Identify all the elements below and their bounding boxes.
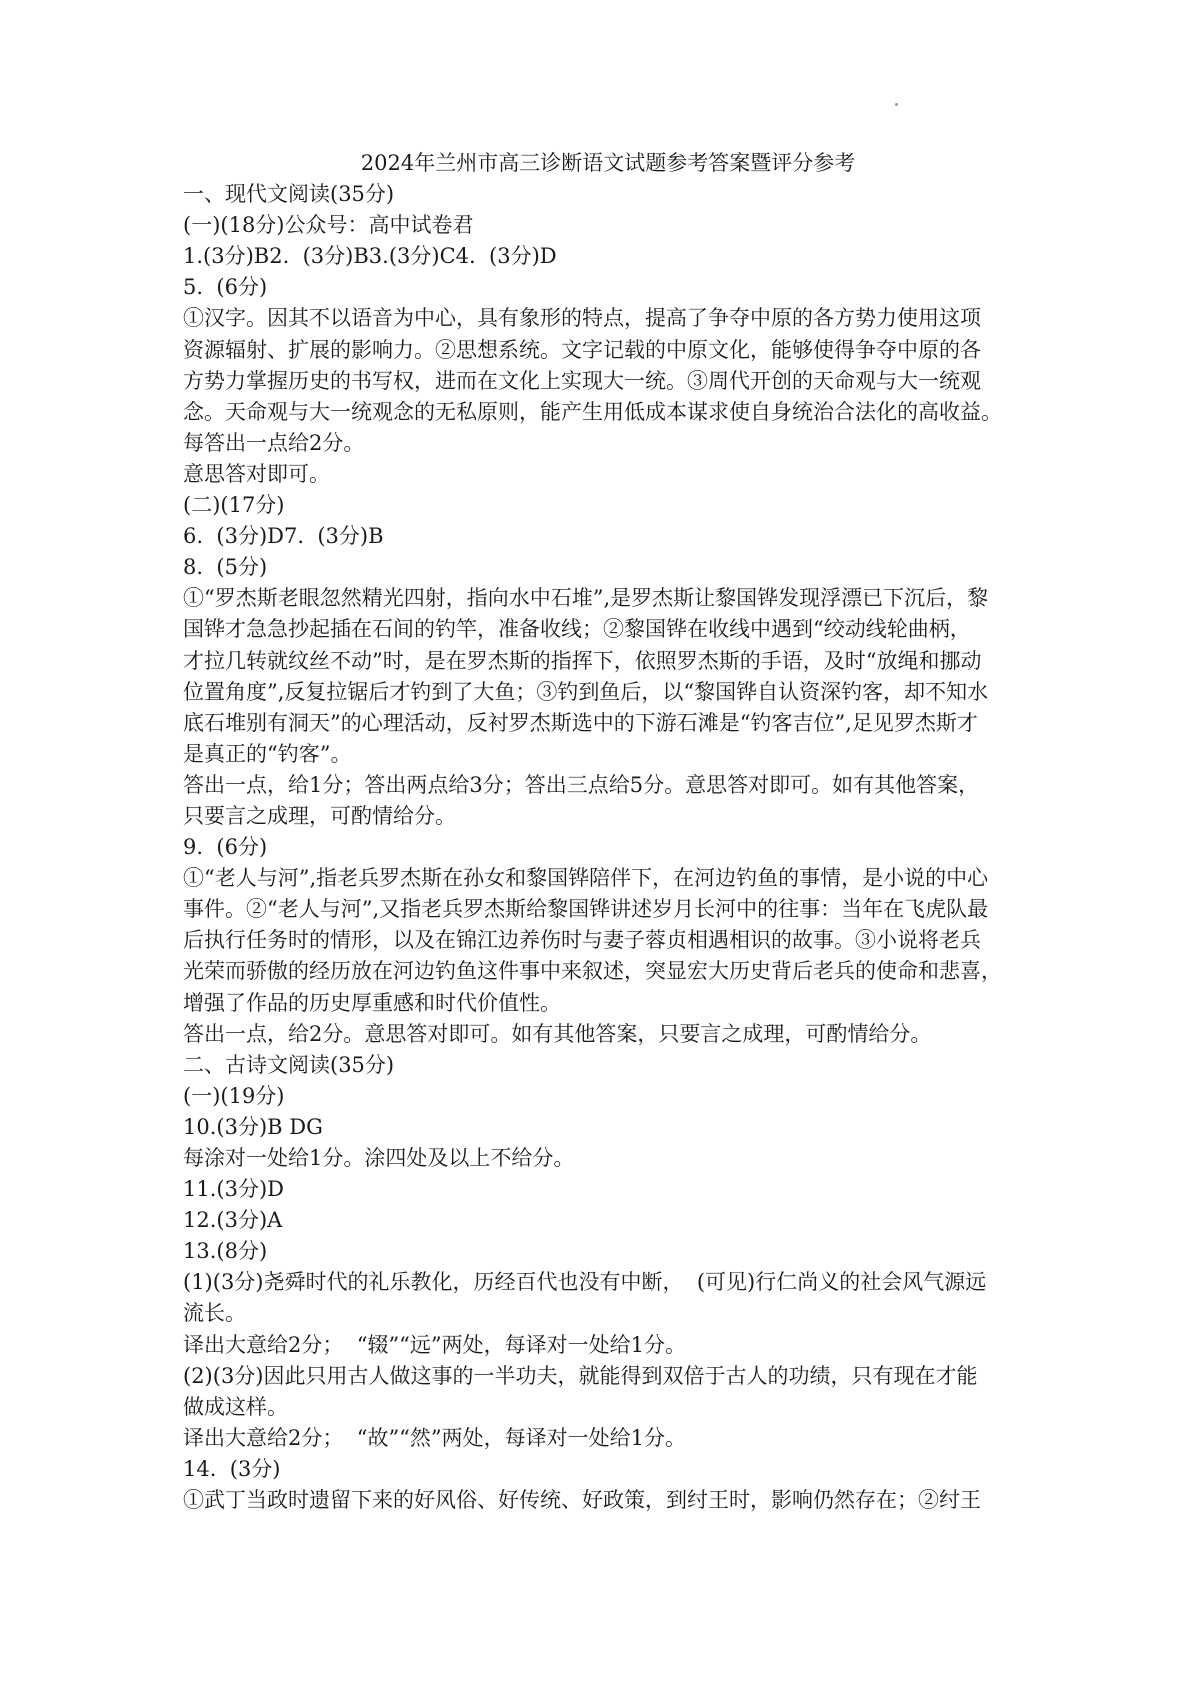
text-line: 12.(3分)A (183, 1208, 283, 1233)
text-line: 6. (3分)D7. (3分)B (183, 524, 384, 549)
text-line: 只要言之成理，可酌情给分。 (183, 803, 456, 828)
text-line: 11.(3分)D (183, 1177, 284, 1202)
text-line: 国铧才急急抄起插在石间的钓竿，准备收线；②黎国铧在收线中遇到“绞动线轮曲柄， (183, 617, 971, 642)
text-line: 念。天命观与大一统观念的无私原则，能产生用低成本谋求使自身统治合法化的高收益。 (183, 399, 1002, 424)
text-line: ①“罗杰斯老眼忽然精光四射，指向水中石堆”,是罗杰斯让黎国铧发现浮漂已下沉后，黎 (183, 586, 989, 611)
text-line: 底石堆别有洞天”的心理活动，反衬罗杰斯选中的下游石滩是“钓客吉位”,足见罗杰斯才 (183, 710, 978, 735)
text-line: 9. (6分) (183, 835, 268, 860)
text-line: 每答出一点给2分。 (183, 430, 365, 455)
text-line: (2)(3分)因此只用古人做这事的一半功夫，就能得到双倍于古人的功绩，只有现在才能 (183, 1363, 978, 1388)
text-line: 1.(3分)B2. (3分)B3.(3分)C4. (3分)D (183, 244, 557, 269)
text-line: 译出大意给2分； “故”“然”两处，每译对一处给1分。 (183, 1425, 687, 1450)
text-line: 事件。②“老人与河”,又指老兵罗杰斯给黎国铧讲述岁月长河中的往事：当年在飞虎队最 (183, 897, 989, 922)
document-title: 2024年兰州市高三诊断语文试题参考答案暨评分参考 (360, 151, 856, 175)
text-line: 意思答对即可。 (183, 461, 330, 486)
text-line: 位置角度”,反复拉锯后才钓到了大鱼；③钓到鱼后，以“黎国铧自认资深钓客，却不知水 (183, 679, 989, 704)
text-line: 10.(3分)B DG (183, 1114, 323, 1139)
text-line: (一)(18分)公众号：高中试卷君 (183, 213, 474, 238)
text-line: 做成这样。 (183, 1394, 288, 1419)
text-line: 二、古诗文阅读(35分) (183, 1052, 395, 1077)
text-line: 才拉几转就纹丝不动”时，是在罗杰斯的指挥下，依照罗杰斯的手语，及时“放绳和挪动 (183, 648, 982, 673)
text-line: ①“老人与河”,指老兵罗杰斯在孙女和黎国铧陪伴下，在河边钓鱼的事情，是小说的中心 (183, 866, 989, 891)
text-line: 每涂对一处给1分。涂四处及以上不给分。 (183, 1146, 575, 1170)
text-line: 5. (6分) (183, 275, 268, 300)
document-body (183, 179, 1033, 1516)
text-line: ①汉字。因其不以语音为中心，具有象形的特点，提高了争夺中原的各方势力使用这项 (183, 306, 981, 331)
text-line: 译出大意给2分； “辍”“远”两处，每译对一处给1分。 (183, 1332, 687, 1357)
text-line: 答出一点，给2分。意思答对即可。如有其他答案，只要言之成理，可酌情给分。 (183, 1021, 932, 1046)
answer-key-document (183, 148, 1033, 1516)
text-line: ①武丁当政时遗留下来的好风俗、好传统、好政策，到纣王时，影响仍然存在；②纣王 (183, 1488, 981, 1513)
text-line: 后执行任务时的情形，以及在锦江边养伤时与妻子蓉贞相遇相识的故事。③小说将老兵 (183, 928, 981, 953)
text-line: 14. (3分) (183, 1456, 281, 1481)
text-line: 一、现代文阅读(35分) (183, 182, 395, 207)
text-line: (1)(3分)尧舜时代的礼乐教化，历经百代也没有中断， (可见)行仁尚义的社会风气源远 (183, 1270, 987, 1295)
text-line: 13.(8分) (183, 1239, 268, 1264)
text-line: (二)(17分) (183, 493, 285, 518)
text-line: 资源辐射、扩展的影响力。②思想系统。文字记载的中原文化，能够使得争夺中原的各 (183, 337, 981, 362)
text-line: 方势力掌握历史的书写权，进而在文化上实现大一统。③周代开创的天命观与大一统观 (183, 368, 981, 393)
text-line: 答出一点，给1分；答出两点给3分；答出三点给5分。意思答对即可。如有其他答案， (183, 772, 980, 797)
text-line: 光荣而骄傲的经历放在河边钓鱼这件事中来叙述，突显宏大历史背后老兵的使命和悲喜， (183, 959, 1002, 984)
text-line: (一)(19分) (183, 1083, 285, 1108)
text-line: 增强了作品的历史厚重感和时代价值性。 (183, 990, 561, 1015)
text-line: 是真正的“钓客”。 (183, 741, 352, 766)
text-line: 流长。 (183, 1301, 246, 1326)
scan-speck (895, 103, 898, 106)
text-line: 8. (5分) (183, 555, 268, 580)
